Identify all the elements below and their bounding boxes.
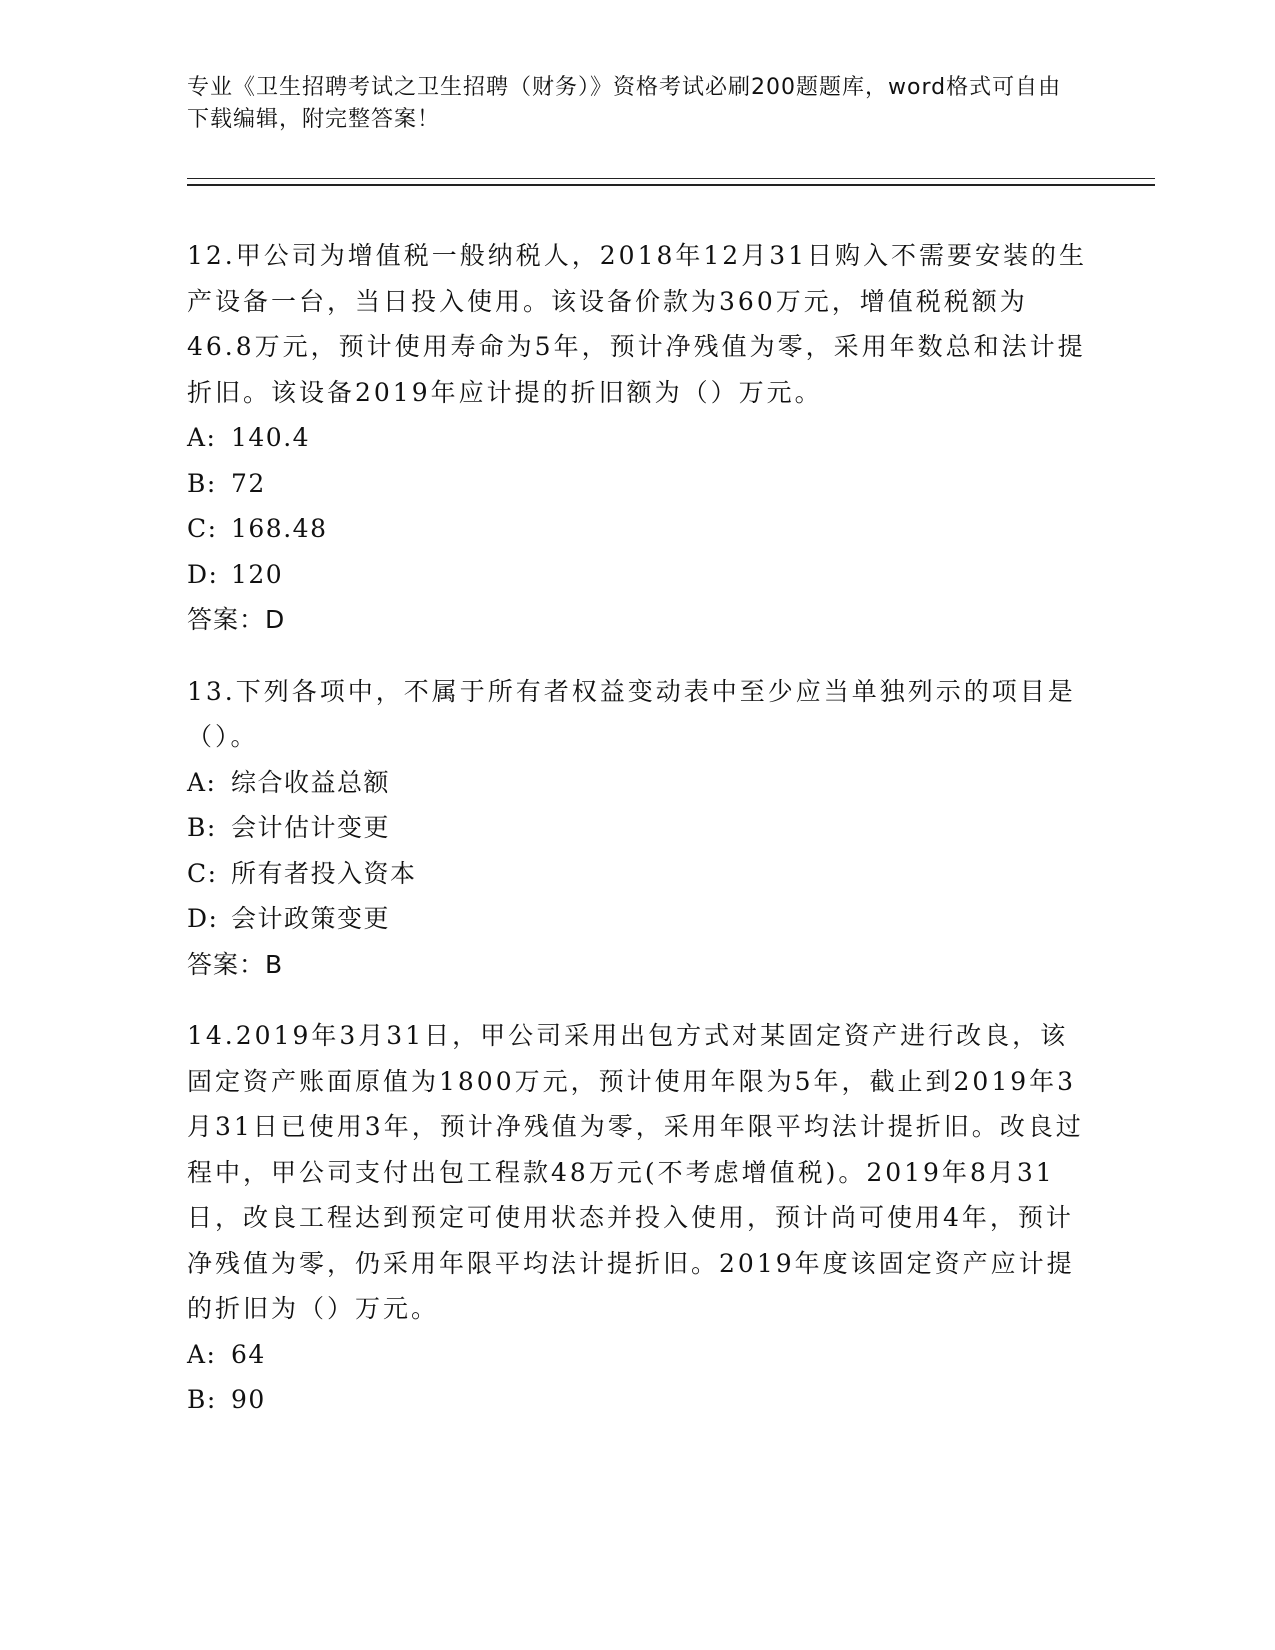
header-divider bbox=[187, 178, 1155, 186]
question-list bbox=[187, 233, 1087, 1449]
option-a bbox=[187, 760, 1087, 806]
option-text: 会计政策变更 bbox=[231, 904, 391, 933]
option-a bbox=[187, 415, 1087, 461]
answer-line: 答案：D bbox=[187, 605, 286, 634]
option-text: 168.48 bbox=[231, 514, 328, 543]
option-c bbox=[187, 851, 1087, 897]
option-letter: B: bbox=[187, 813, 217, 842]
option-letter: C: bbox=[187, 514, 218, 543]
option-letter: C: bbox=[187, 858, 218, 888]
option-letter: B: bbox=[187, 1385, 217, 1414]
option-text: 90 bbox=[231, 1385, 266, 1414]
question-text: 12.甲公司为增值税一般纳税人，2018年12月31日购入不需要安装的生产设备一台，当日投入使用。该设备价款为360万元，增值税税额为46.8万元，预计使用寿命为5年，预计净残值为零，采用年数总和法计提折旧。该设备2019年应计提的折旧额为（）万元。 bbox=[187, 241, 1088, 407]
option-b bbox=[187, 461, 1087, 507]
option-letter: D: bbox=[187, 904, 219, 933]
option-d bbox=[187, 552, 1087, 598]
question-12 bbox=[187, 233, 1087, 643]
option-letter: A: bbox=[187, 423, 217, 452]
option-text: 72 bbox=[231, 468, 266, 498]
question-text: 14.2019年3月31日，甲公司采用出包方式对某固定资产进行改良，该固定资产账面原值为1800万元，预计使用年限为5年，截止到2019年3月31日已使用3年，预计净残值为零，采用年限平均法计提折旧。改良过程中，甲公司支付出包工程款48万元(不考虑增值税)。2019年8月31日，改良工程达到预定可使用状态并投入使用，预计尚可使用4年，预计净残值为零，仍采用年限平均法计提折旧。2019年度该固定资产应计提的折旧为（）万元。 bbox=[187, 1021, 1084, 1323]
question-text: 13.下列各项中，不属于所有者权益变动表中至少应当单独列示的项目是（）。 bbox=[187, 676, 1076, 751]
option-letter: A: bbox=[187, 1339, 217, 1369]
option-letter: D: bbox=[187, 559, 219, 589]
option-text: 所有者投入资本 bbox=[231, 858, 417, 888]
option-b bbox=[187, 1377, 1087, 1423]
option-text: 综合收益总额 bbox=[231, 767, 391, 797]
option-letter: A: bbox=[187, 767, 217, 797]
question-13 bbox=[187, 669, 1087, 988]
option-d bbox=[187, 896, 1087, 942]
option-text: 140.4 bbox=[231, 423, 311, 452]
option-b bbox=[187, 805, 1087, 851]
option-text: 64 bbox=[231, 1339, 266, 1369]
question-14 bbox=[187, 1013, 1087, 1423]
option-text: 会计估计变更 bbox=[231, 813, 391, 842]
document-header: 专业《卫生招聘考试之卫生招聘（财务）》资格考试必刷200题题库，word格式可自由下载编辑，附完整答案！ bbox=[187, 75, 1062, 132]
option-letter: B: bbox=[187, 468, 217, 498]
answer-line: 答案：B bbox=[187, 949, 284, 979]
option-text: 120 bbox=[231, 559, 284, 589]
option-a bbox=[187, 1332, 1087, 1378]
option-c bbox=[187, 506, 1087, 552]
